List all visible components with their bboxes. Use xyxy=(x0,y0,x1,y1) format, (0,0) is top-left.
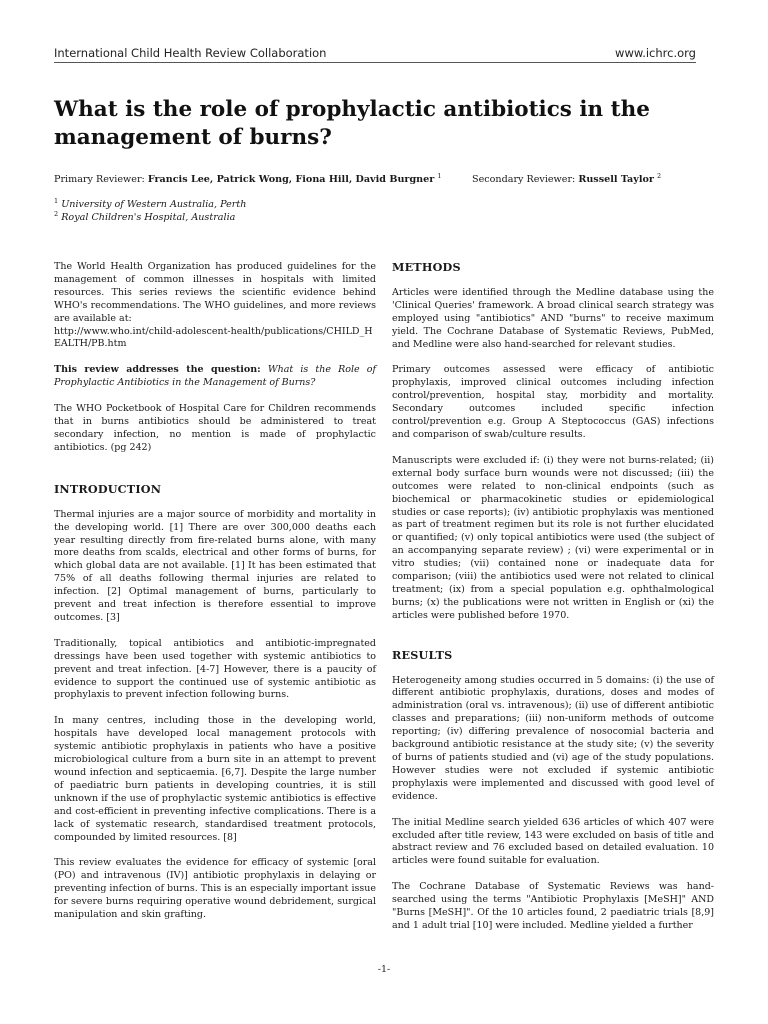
question-text: What is the Role of Prophylactic Antibiotics in the Management of Burns? xyxy=(54,364,377,389)
overview-text: The World Health Organization has produced guidelines for the management of common illnesses in hospitals with limited resources. This series reviews the scientific evidence behind WHO's recommendations. The WHO guidelines, and more reviews are available at: xyxy=(54,261,376,324)
question-label: This review addresses the question: xyxy=(54,364,261,376)
results-paragraph: The initial Medline search yielded 636 articles of which 407 were excluded after title review, 143 were excluded on basis of title and abstract review and 76 excluded based on detailed evaluation. 10 articles were found suitable for evaluation. xyxy=(392,816,714,867)
introduction-paragraph: Traditionally, topical antibiotics and antibiotic-impregnated dressings have been used together with systemic antibiotics to prevent and treat infection. [4-7] However, there is a paucity of evidence to support the continued use of systemic antibiotic as prophylaxis to prevent infection following burns. xyxy=(54,637,376,701)
primary-reviewer-names: Francis Lee, Patrick Wong, Fiona Hill, David Burgner xyxy=(147,174,435,185)
secondary-reviewer-label: Secondary Reviewer: xyxy=(472,174,576,185)
introduction-paragraph: This review evaluates the evidence for efficacy of systemic [oral (PO) and intravenous (IV)] antibiotic prophylaxis in delaying or preventing infection of burns. This is an especially important issue for severe burns requiring operative wound debridement, surgical manipulation and skin grafting. xyxy=(54,857,376,921)
pocketbook-paragraph: The WHO Pocketbook of Hospital Care for Children recommends that in burns antibiotics should be administered to treat secondary infection, no mention is made of prophylactic antibiotics. (pg 242) xyxy=(54,403,376,453)
methods-paragraph: Manuscripts were excluded if: (i) they were not burns-related; (ii) external body surface burn wounds were not discussed; (iii) the outcomes were related to non-clinical endpoints (such as biochemical or pharmacokinetic studies or epidemiological studies or case reports); (iv) antibiotic prophylaxis was mentioned as part of treatment regimen but its role is not further elucidated or quantified; (v) only topical antibiotics were used (the subject of an accompanying separate review) ; (vi) were experimental or in vitro studies; (vii) contained none or inadequate data for comparison; (viii) the antibiotics used were not related to clinical treatment; (ix) from a special population e.g. ophthalmological burns; (x) the publications were not written in English or (xi) the articles were published before 1970. xyxy=(392,454,714,621)
introduction-paragraph: Thermal injuries are a major source of morbidity and mortality in the developing world. [1] There are over 300,000 deaths each year resulting directly from fire-related burns alone, with many more deaths from scalds, electrical and other forms of burns, for which global data are not available. [1] It has been estimated that 75% of all deaths following thermal injuries are related to infection. [2] Optimal management of burns, particularly to prevent and treat infection is therefore essential to improve outcomes. [3] xyxy=(54,508,376,623)
page-number: -1- xyxy=(377,964,391,975)
secondary-reviewer-names: Russell Taylor xyxy=(578,174,654,185)
affiliation-text: Royal Children's Hospital, Australia xyxy=(61,211,236,223)
article-title: What is the role of prophylactic antibiotics in the management of burns? xyxy=(54,97,650,150)
methods-paragraph: Articles were identified through the Medline database using the 'Clinical Queries' framework. A broad clinical search strategy was employed using "antibiotics" AND "burns" to receive maximum yield. The Cochrane Database of Systematic Reviews, PubMed, and Medline were also hand-searched for relevant studies. xyxy=(392,286,714,350)
header-divider xyxy=(54,62,696,63)
results-paragraph: Heterogeneity among studies occurred in 5 domains: (i) the use of different antibiotic prophylaxis, durations, doses and modes of administration (oral vs. intravenous); (ii) use of different antibiotic classes and preparations; (iii) non-uniform methods of outcome reporting; (iv) differing prevalence of nosocomial bacteria and background antibiotic resistance at the study site; (v) the severity of burns of patients studied and (vi) age of the study populations. However studies were not excluded if systemic antibiotic prophylaxis were implemented and discussed with good level of evidence. xyxy=(392,674,714,802)
introduction-heading: INTRODUCTION xyxy=(54,481,162,496)
introduction-paragraph: In many centres, including those in the developing world, hospitals have developed local management protocols with systemic antibiotic prophylaxis in patients who have a positive microbiological culture from a burn site in an attempt to prevent wound infection and septicaemia. [6,7]. Despite the large number of paediatric burn patients in developing countries, it is still unknown if the use of prophylactic systemic antibiotics is effective and cost-efficient in preventing infective complications. There is a lack of systematic research, standardised treatment protocols, compounded by limited resources. [8] xyxy=(54,715,376,843)
header-website[interactable]: www.ichrc.org xyxy=(615,46,696,60)
methods-paragraph: Primary outcomes assessed were efficacy of antibiotic prophylaxis, improved clinical outcomes including infection control/prevention, hospital stay, morbidity and mortality. Secondary outcomes included specific infection control/prevention e.g. Group A Steptococcus (GAS) infections and comparison of swab/culture results. xyxy=(392,364,714,440)
secondary-reviewer xyxy=(472,171,662,186)
affiliation-text: University of Western Australia, Perth xyxy=(61,199,247,210)
affiliation-mark: 1 xyxy=(54,196,59,205)
primary-reviewer-affiliation-mark: 1 xyxy=(437,171,442,180)
affiliations xyxy=(54,196,247,224)
results-heading: RESULTS xyxy=(392,647,453,662)
affiliation-item xyxy=(54,196,247,212)
overview-paragraph xyxy=(54,261,376,351)
right-column xyxy=(392,261,714,946)
secondary-reviewer-affiliation-mark: 2 xyxy=(657,171,662,180)
running-header xyxy=(54,42,696,60)
affiliation-item xyxy=(54,209,246,225)
question-paragraph xyxy=(54,364,376,390)
affiliation-mark: 2 xyxy=(54,209,59,218)
results-paragraph: The Cochrane Database of Systematic Reviews was hand-searched using the terms "Antibiotic Prophylaxis [MeSH]" AND "Burns [MeSH]". Of the 10 articles found, 2 paediatric trials [8,9] and 1 adult trial [10] were included. Medline yielded a further xyxy=(392,881,714,931)
primary-reviewer-label: Primary Reviewer: xyxy=(54,174,145,185)
header-organization: International Child Health Review Collaboration xyxy=(54,46,327,60)
methods-heading: METHODS xyxy=(392,260,461,274)
who-guidelines-link[interactable]: http://www.who.int/child-adolescent-health/publications/CHILD_HEALTH/PB.htm xyxy=(54,325,373,350)
left-column xyxy=(54,261,376,935)
primary-reviewer xyxy=(54,171,442,186)
